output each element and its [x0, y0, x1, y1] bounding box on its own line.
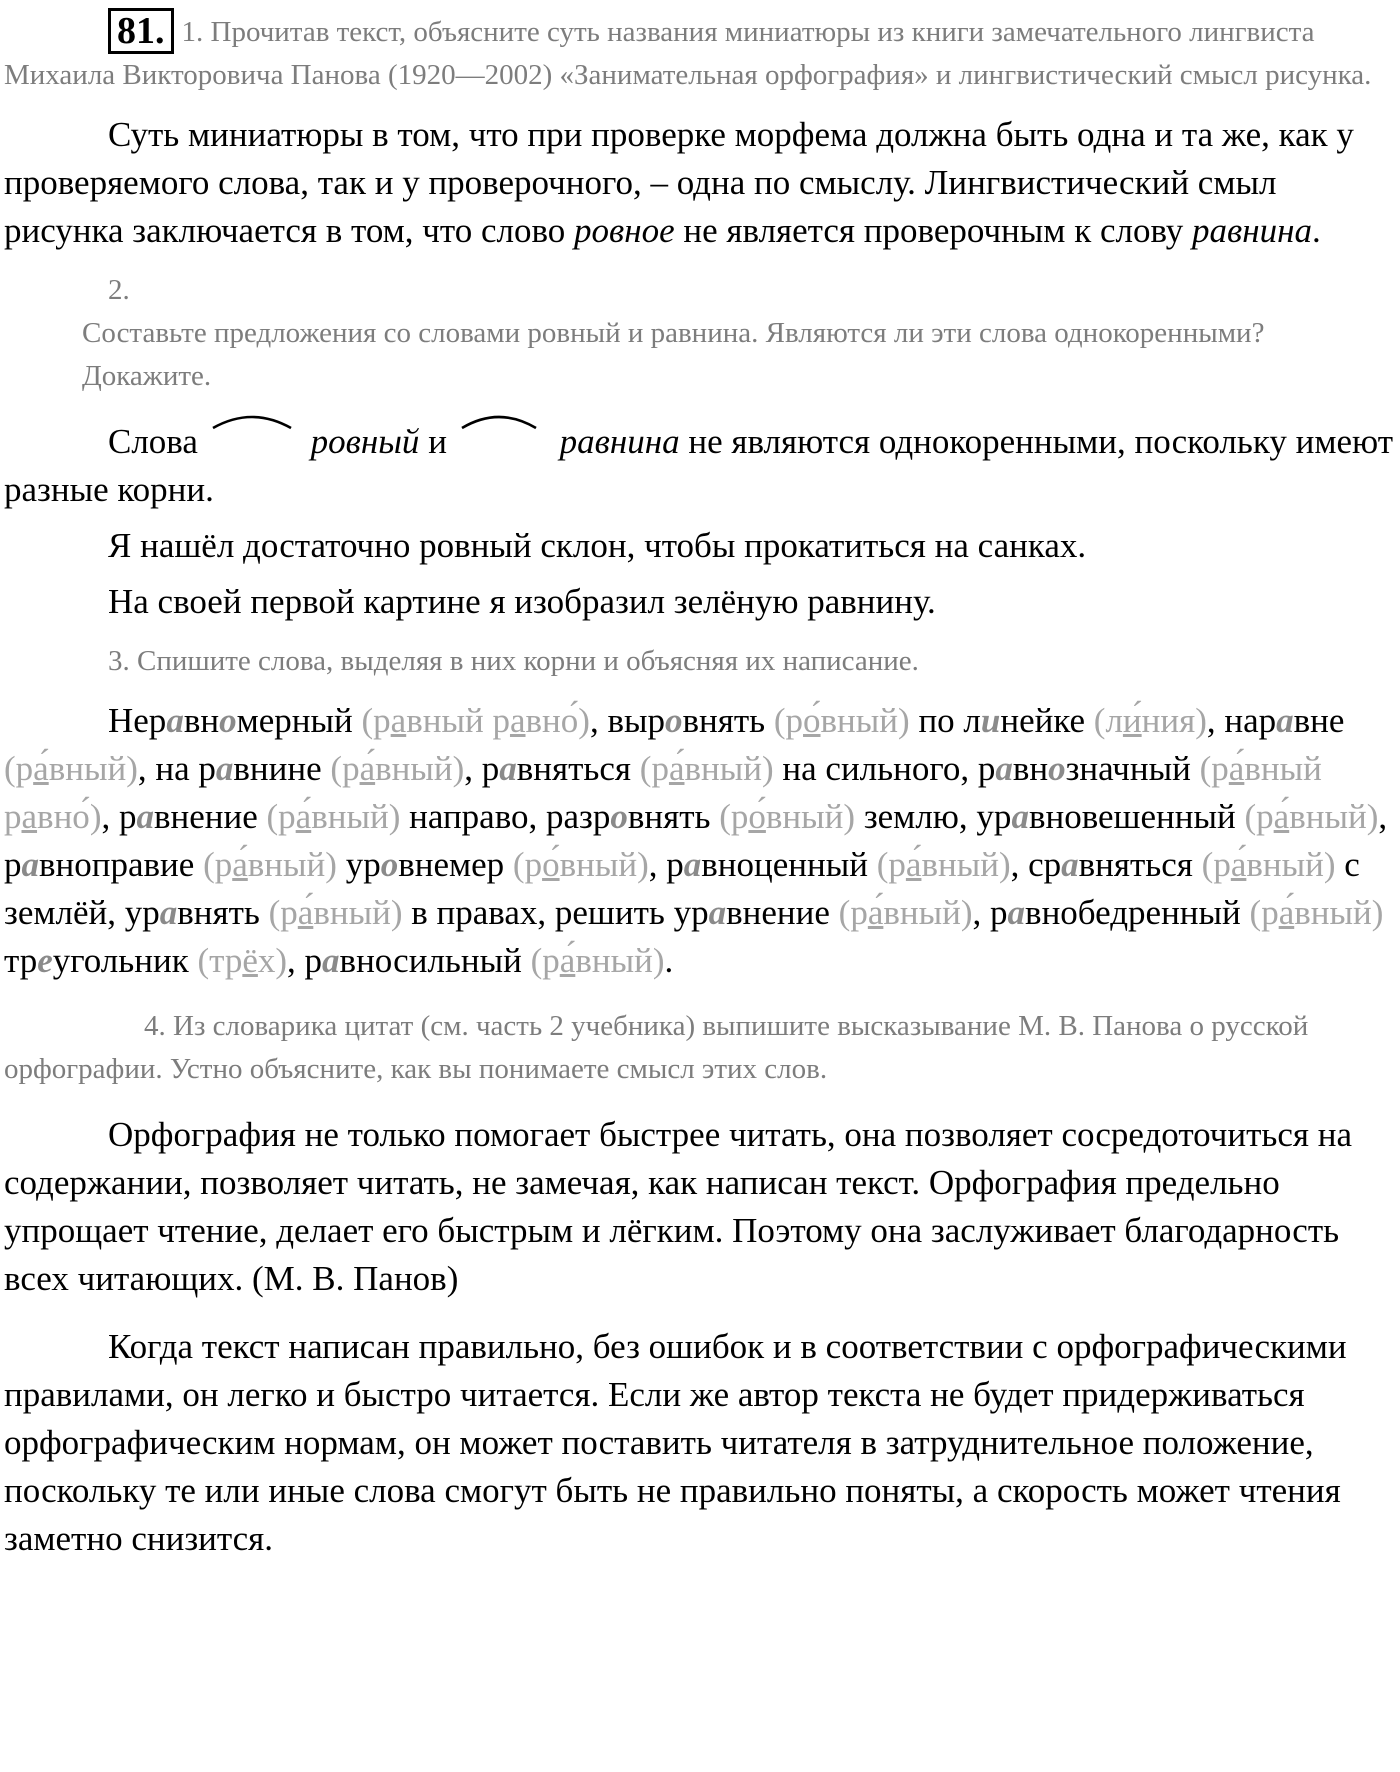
- hint-part: вный: [765, 797, 844, 836]
- word-part: на р: [155, 749, 216, 788]
- hint-stressed-vowel: а: [390, 701, 407, 740]
- word-part: вн: [183, 701, 220, 740]
- task-1: [4, 8, 1394, 97]
- task-3: 3. Спишите слова, выделяя в них корни и объясняя их написание.: [108, 645, 919, 677]
- hint-part: вный: [375, 749, 453, 788]
- checked-vowel: а: [1061, 845, 1079, 884]
- checked-vowel: а: [1007, 893, 1026, 932]
- word-part: внемер: [398, 845, 505, 884]
- separator: ,: [972, 893, 991, 932]
- task-4: 4. Из словарика цитат (см. часть 2 учебника) выпишите высказывание М. В. Панова о русской орфографии. Устно объясните, как вы понимаете смысл этих слов.: [4, 1010, 1309, 1085]
- word-part: ур: [345, 845, 381, 884]
- checked-vowel: о: [380, 845, 399, 884]
- answer-2-paragraph-3: На своей первой картине я изобразил зелёную равнину.: [108, 582, 936, 621]
- word-part: вняться: [516, 749, 632, 788]
- check-word-hint: (ра́вный): [521, 941, 665, 980]
- word-part: вняться: [1078, 845, 1193, 884]
- word-part: нар: [1224, 701, 1277, 740]
- hint-part: р: [1211, 749, 1229, 788]
- hint-part: р: [850, 893, 868, 932]
- word-item: [990, 893, 1383, 932]
- word-item: [607, 701, 918, 740]
- checked-vowel: о: [1048, 749, 1066, 788]
- hint-stressed-vowel: а́: [295, 797, 312, 836]
- checked-vowel: а: [322, 941, 340, 980]
- word-part: Нер: [108, 701, 167, 740]
- word-part: на сильного, р: [782, 749, 996, 788]
- checked-vowel: и: [980, 701, 1001, 740]
- hint-part: вный: [48, 749, 127, 788]
- word-item: [155, 749, 481, 788]
- hint-part: вный: [247, 845, 326, 884]
- checked-vowel: а: [683, 845, 702, 884]
- hint-part: вный: [883, 893, 961, 932]
- word-part: землю, ур: [863, 797, 1012, 836]
- checked-vowel: о: [664, 701, 683, 740]
- hint-stressed-vowel: а́: [559, 941, 576, 980]
- separator: ,: [648, 845, 667, 884]
- hint-part: вный: [1289, 797, 1367, 836]
- hint-stressed-vowel: и́: [1122, 701, 1142, 740]
- check-word-hint: (ли́ния): [1085, 701, 1207, 740]
- hint-stressed-vowel: о́: [748, 797, 766, 836]
- check-word-hint: (ра́вный): [1240, 893, 1384, 932]
- check-word-hint: (ра́вный): [1235, 797, 1379, 836]
- check-word-hint: (ра́вный): [257, 797, 401, 836]
- hint-stressed-vowel: а́: [1228, 749, 1245, 788]
- hint-stressed-vowel: а́: [905, 845, 922, 884]
- hint-stressed-vowel: а́: [1230, 845, 1247, 884]
- word-part: р: [481, 749, 500, 788]
- hint-part: л: [1105, 701, 1123, 740]
- hint-part: вно́: [37, 797, 90, 836]
- separator: ,: [464, 749, 482, 788]
- checked-vowel: о: [219, 701, 237, 740]
- answer-1-word-1: ровное: [574, 211, 675, 250]
- root-word-rovny: ровный: [207, 418, 420, 466]
- hint-stressed-vowel: а́: [668, 749, 685, 788]
- word-item: [305, 941, 674, 980]
- hint-part: вный: [1246, 845, 1324, 884]
- answer-2-paragraph-2: Я нашёл достаточно ровный склон, чтобы прокатиться на санках.: [108, 526, 1087, 565]
- word-part: нейке: [1000, 701, 1086, 740]
- check-word-hint: (ра́вный равно́): [4, 749, 1322, 836]
- separator: ,: [1010, 845, 1029, 884]
- word-item: [666, 845, 1028, 884]
- hint-part: р: [785, 701, 804, 740]
- check-word-hint: (трёх): [188, 941, 288, 980]
- hint-stressed-vowel: а́: [359, 749, 376, 788]
- word-item: [108, 701, 607, 740]
- word-part: р: [666, 845, 684, 884]
- answer-4-paragraph-1: Орфография не только помогает быстрее читать, она позволяет сосредоточиться на содержании, позволяет читать, не замечая, как написан текст. Орфография предельно упрощает чтение, делает его быстрым и лёгким. Поэтому она заслуживает благодарность всех читающих. (М. В. Панов): [4, 1115, 1352, 1298]
- check-word-hint: (ра́вный): [1192, 845, 1336, 884]
- word-item: [4, 845, 346, 884]
- word-item: [409, 797, 864, 836]
- hint-part: р: [342, 749, 360, 788]
- word-part: с землёй, ур: [4, 845, 1360, 932]
- word-part: вноценный: [701, 845, 868, 884]
- separator: [400, 797, 409, 836]
- hint-part: вный: [313, 893, 391, 932]
- task-2-text: Составьте предложения со словами ровный и равнина. Являются ли эти слова однокоренными? Докажите.: [82, 317, 1265, 392]
- word-part: ср: [1028, 845, 1062, 884]
- check-word-hint: (ро́вный): [504, 845, 649, 884]
- task-2-number: 2.: [108, 274, 130, 306]
- checked-vowel: а: [136, 797, 154, 836]
- hint-part: вный: [1294, 893, 1372, 932]
- hint-part: вный: [921, 845, 999, 884]
- check-word-hint: (ра́вный): [321, 749, 465, 788]
- separator: ,: [589, 701, 608, 740]
- word-part: направо, разр: [409, 797, 611, 836]
- checked-vowel: а: [1276, 701, 1294, 740]
- hint-part: р: [214, 845, 233, 884]
- hint-stressed-vowel: а́: [1278, 893, 1295, 932]
- word-part: мерный: [236, 701, 353, 740]
- checked-vowel: а: [995, 749, 1013, 788]
- separator: ,: [287, 941, 305, 980]
- hint-part: вный: [406, 701, 484, 740]
- hint-stressed-vowel: а́: [232, 845, 248, 884]
- word-item: [864, 797, 1387, 836]
- check-word-hint: (ра́вный): [829, 893, 973, 932]
- hint-stressed-vowel: ё: [242, 941, 258, 980]
- word-item: [482, 749, 783, 788]
- answer-1-word-2: равнина: [1192, 211, 1312, 250]
- root-arc-icon: [209, 412, 295, 430]
- word-part: внять: [682, 701, 766, 740]
- word-item: [4, 941, 305, 980]
- answer-4-paragraph-2: Когда текст написан правильно, без ошибок и в соответствии с орфографическими правилами, он легко и быстро читается. Если же автор текста не будет придерживаться орфографическим нормам, он может поставить читателя в затруднительное положение, поскольку те или иные слова смогут быть не правильно поняты, а скорость может чтения заметно снизится.: [4, 1327, 1347, 1558]
- hint-part: тр: [209, 941, 243, 980]
- check-word-hint: (равный равно́): [352, 701, 590, 740]
- word-part: в правах, решить ур: [411, 893, 709, 932]
- word-item: [1028, 845, 1344, 884]
- hint-part: вный: [1244, 749, 1322, 788]
- hint-part: р: [280, 893, 298, 932]
- separator: ,: [137, 749, 156, 788]
- separator: [403, 893, 412, 932]
- hint-part: р: [730, 797, 749, 836]
- separator: ,: [101, 797, 119, 836]
- word-part: внение: [153, 797, 258, 836]
- hint-part: р: [651, 749, 669, 788]
- hint-part: р: [1256, 797, 1274, 836]
- word-part: вн: [1012, 749, 1049, 788]
- root-word-ravnina: равнина: [456, 418, 680, 466]
- check-word-hint: (ра́вный): [867, 845, 1011, 884]
- hint-part: вный: [559, 845, 638, 884]
- word-part: внине: [233, 749, 322, 788]
- hint-part: вный: [684, 749, 762, 788]
- separator: [337, 845, 346, 884]
- hint-part: р: [542, 941, 560, 980]
- checked-vowel: а: [159, 893, 178, 932]
- hint-stressed-vowel: а́: [33, 749, 49, 788]
- hint-part: р: [278, 797, 296, 836]
- hint-part: р: [888, 845, 906, 884]
- checked-vowel: а: [1011, 797, 1029, 836]
- check-word-hint: (ра́вный): [194, 845, 337, 884]
- word-part: по л: [918, 701, 981, 740]
- checked-vowel: а: [708, 893, 727, 932]
- hint-part: р: [1213, 845, 1231, 884]
- word-part: внять: [627, 797, 711, 836]
- check-word-hint: (ра́вный): [259, 893, 403, 932]
- word-part: р: [304, 941, 323, 980]
- check-word-hint: (ра́вный): [631, 749, 774, 788]
- separator: ,: [1378, 797, 1388, 836]
- word-part: внение: [726, 893, 830, 932]
- hint-part: ния: [1141, 701, 1196, 740]
- word-part: внобедренный: [1025, 893, 1241, 932]
- word-part: вносильный: [339, 941, 522, 980]
- hint-part: р: [373, 701, 391, 740]
- word-part: выр: [607, 701, 665, 740]
- hint-stressed-vowel: а́: [1273, 797, 1290, 836]
- checked-vowel: а: [215, 749, 234, 788]
- word-part: внять: [177, 893, 260, 932]
- hint-part: р: [15, 749, 34, 788]
- hint-part: вный: [575, 941, 653, 980]
- word-part: вноправие: [39, 845, 195, 884]
- hint-part: р: [1261, 893, 1279, 932]
- answer-1: Суть миниатюры в том, что при проверке морфема должна быть одна и та же, как у проверяемого слова, так и у проверочного, – одна по смыслу. Лингвистический смыл рисунка заключается в том, что слово ровное не является проверочным к слову равнина.: [4, 115, 1354, 250]
- check-word-hint: (ро́вный): [765, 701, 910, 740]
- hint-part: х: [257, 941, 276, 980]
- task-3-words: [4, 697, 1394, 985]
- hint-stressed-vowel: а́: [867, 893, 884, 932]
- separator: [855, 797, 864, 836]
- task-number-box: 81.: [108, 8, 174, 54]
- separator: .: [664, 941, 674, 980]
- checked-vowel: а: [21, 845, 39, 884]
- task-1-text: 1. Прочитав текст, объясните суть названия миниатюры из книги замечательного лингвиста Михаила Викторовича Панова (1920—2002) «Занимательная орфография» и лингвистический смысл рисунка.: [4, 16, 1372, 91]
- task-2: [4, 269, 1394, 398]
- word-item: [411, 893, 990, 932]
- separator: ,: [1206, 701, 1225, 740]
- checked-vowel: а: [499, 749, 517, 788]
- textbook-page: [4, 8, 1394, 1563]
- hint-part: р: [524, 845, 543, 884]
- hint-stressed-vowel: а́: [297, 893, 314, 932]
- hint-stressed-vowel: о́: [542, 845, 560, 884]
- word-item: [918, 701, 1224, 740]
- word-part: вне: [1293, 701, 1345, 740]
- hint-stressed-vowel: о́: [803, 701, 821, 740]
- word-part: тр: [4, 941, 38, 980]
- check-word-hint: (ра́вный): [4, 749, 138, 788]
- word-part: р: [118, 797, 137, 836]
- word-part: вновешенный: [1028, 797, 1236, 836]
- checked-vowel: а: [166, 701, 184, 740]
- answer-2-paragraph-1: Слова ровный и равнина не являются однокоренными, поскольку имеют разные корни.: [4, 418, 1394, 514]
- check-word-hint: (ро́вный): [710, 797, 856, 836]
- checked-vowel: о: [610, 797, 628, 836]
- hint-part: вный: [820, 701, 899, 740]
- separator: [1336, 845, 1345, 884]
- hint-part: вно́: [525, 701, 579, 740]
- hint-stressed-vowel: а: [21, 797, 38, 836]
- word-part: значный: [1065, 749, 1191, 788]
- word-part: р: [990, 893, 1008, 932]
- hint-part: р: [4, 797, 22, 836]
- hint-part: р: [483, 701, 510, 740]
- hint-part: вный: [311, 797, 389, 836]
- hint-stressed-vowel: а: [509, 701, 526, 740]
- word-item: [346, 845, 667, 884]
- word-part: р: [4, 845, 22, 884]
- word-part: угольник: [52, 941, 189, 980]
- checked-vowel: е: [37, 941, 53, 980]
- word-item: [119, 797, 409, 836]
- root-arc-icon: [458, 412, 540, 430]
